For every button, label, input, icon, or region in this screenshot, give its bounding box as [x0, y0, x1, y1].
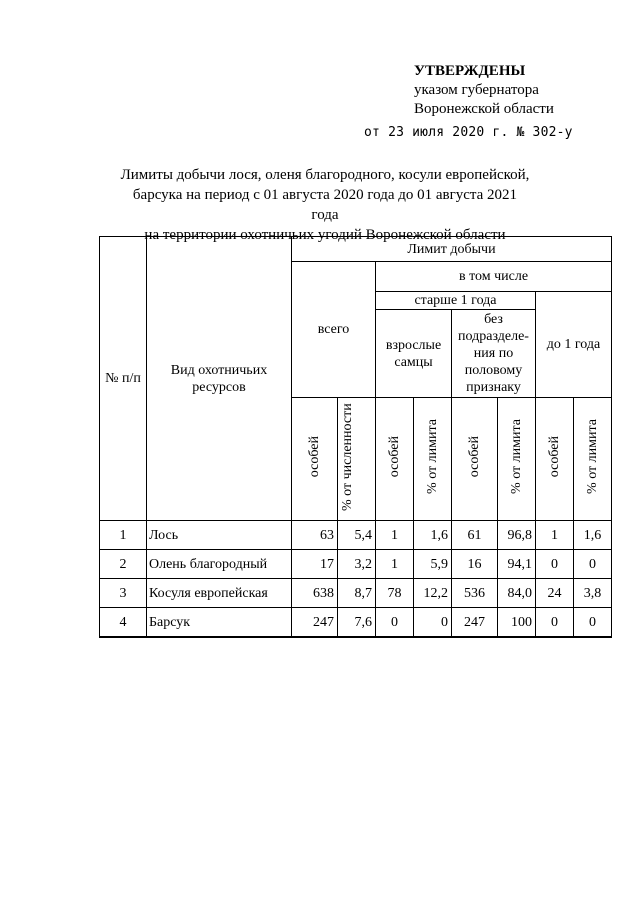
- cell-total-pct: 5,4: [338, 521, 376, 550]
- table-row: [100, 521, 612, 550]
- header-young-individuals: особей: [536, 398, 574, 521]
- cell-nosex-pct: 84,0: [498, 579, 536, 608]
- row-num: 1: [100, 521, 147, 550]
- cell-young: 24: [536, 579, 574, 608]
- cell-males-pct: 12,2: [414, 579, 452, 608]
- header-over-1-year: старше 1 года: [376, 292, 536, 310]
- cell-males: 0: [376, 608, 414, 638]
- header-total-individuals: особей: [292, 398, 338, 521]
- header-total-pct-population: % от численности: [338, 398, 376, 521]
- document-title-line-3: на территории охотничьих угодий Воронежской области: [144, 227, 506, 243]
- cell-total: 63: [292, 521, 338, 550]
- row-num: 2: [100, 550, 147, 579]
- header-num: № п/п: [100, 237, 147, 521]
- header-males-pct-limit: % от лимита: [414, 398, 452, 521]
- header-no-sex-division: без подразделе-ния по половому признаку: [452, 310, 536, 398]
- cell-nosex: 61: [452, 521, 498, 550]
- cell-young-pct: 3,8: [574, 579, 612, 608]
- table-row: [100, 550, 612, 579]
- cell-nosex: 247: [452, 608, 498, 638]
- cell-total-pct: 8,7: [338, 579, 376, 608]
- header-nosex-individuals: особей: [452, 398, 498, 521]
- document-title-line-1: Лимиты добычи лося, оленя благородного, косули европейской,: [120, 167, 530, 183]
- document-title: [120, 165, 530, 245]
- cell-nosex-pct: 100: [498, 608, 536, 638]
- cell-young-pct: 0: [574, 608, 612, 638]
- header-limit: Лимит добычи: [292, 237, 612, 262]
- header-under-1-year: до 1 года: [536, 292, 612, 398]
- cell-males: 1: [376, 550, 414, 579]
- approval-line-2: Воронежской области: [414, 101, 554, 117]
- cell-males: 1: [376, 521, 414, 550]
- row-species: Барсук: [147, 608, 292, 638]
- cell-young: 0: [536, 550, 574, 579]
- approval-title: УТВЕРЖДЕНЫ: [414, 63, 526, 79]
- limits-table: [99, 236, 612, 638]
- document-title-line-2: барсука на период с 01 августа 2020 года до 01 августа 2021 года: [132, 187, 518, 223]
- header-total: всего: [292, 262, 376, 398]
- cell-total: 638: [292, 579, 338, 608]
- header-young-pct-limit: % от лимита: [574, 398, 612, 521]
- row-species: Лось: [147, 521, 292, 550]
- header-nosex-pct-limit: % от лимита: [498, 398, 536, 521]
- cell-males-pct: 0: [414, 608, 452, 638]
- row-num: 3: [100, 579, 147, 608]
- approval-line-1: указом губернатора: [414, 82, 539, 98]
- cell-males-pct: 5,9: [414, 550, 452, 579]
- cell-young: 0: [536, 608, 574, 638]
- cell-nosex-pct: 94,1: [498, 550, 536, 579]
- cell-males: 78: [376, 579, 414, 608]
- cell-total-pct: 3,2: [338, 550, 376, 579]
- cell-young-pct: 1,6: [574, 521, 612, 550]
- cell-young: 1: [536, 521, 574, 550]
- cell-total: 17: [292, 550, 338, 579]
- table-row: [100, 579, 612, 608]
- cell-total: 247: [292, 608, 338, 638]
- cell-nosex: 536: [452, 579, 498, 608]
- header-species: Вид охотничьих ресурсов: [147, 237, 292, 521]
- row-species: Олень благородный: [147, 550, 292, 579]
- cell-nosex: 16: [452, 550, 498, 579]
- approval-block: [364, 62, 573, 140]
- cell-males-pct: 1,6: [414, 521, 452, 550]
- cell-total-pct: 7,6: [338, 608, 376, 638]
- cell-nosex-pct: 96,8: [498, 521, 536, 550]
- table-row: [100, 608, 612, 638]
- cell-young-pct: 0: [574, 550, 612, 579]
- row-species: Косуля европейская: [147, 579, 292, 608]
- header-including: в том числе: [376, 262, 612, 292]
- row-num: 4: [100, 608, 147, 638]
- header-males-individuals: особей: [376, 398, 414, 521]
- approval-date: от 23 июля 2020 г. № 302-у: [364, 125, 573, 140]
- header-adult-males: взрослые самцы: [376, 310, 452, 398]
